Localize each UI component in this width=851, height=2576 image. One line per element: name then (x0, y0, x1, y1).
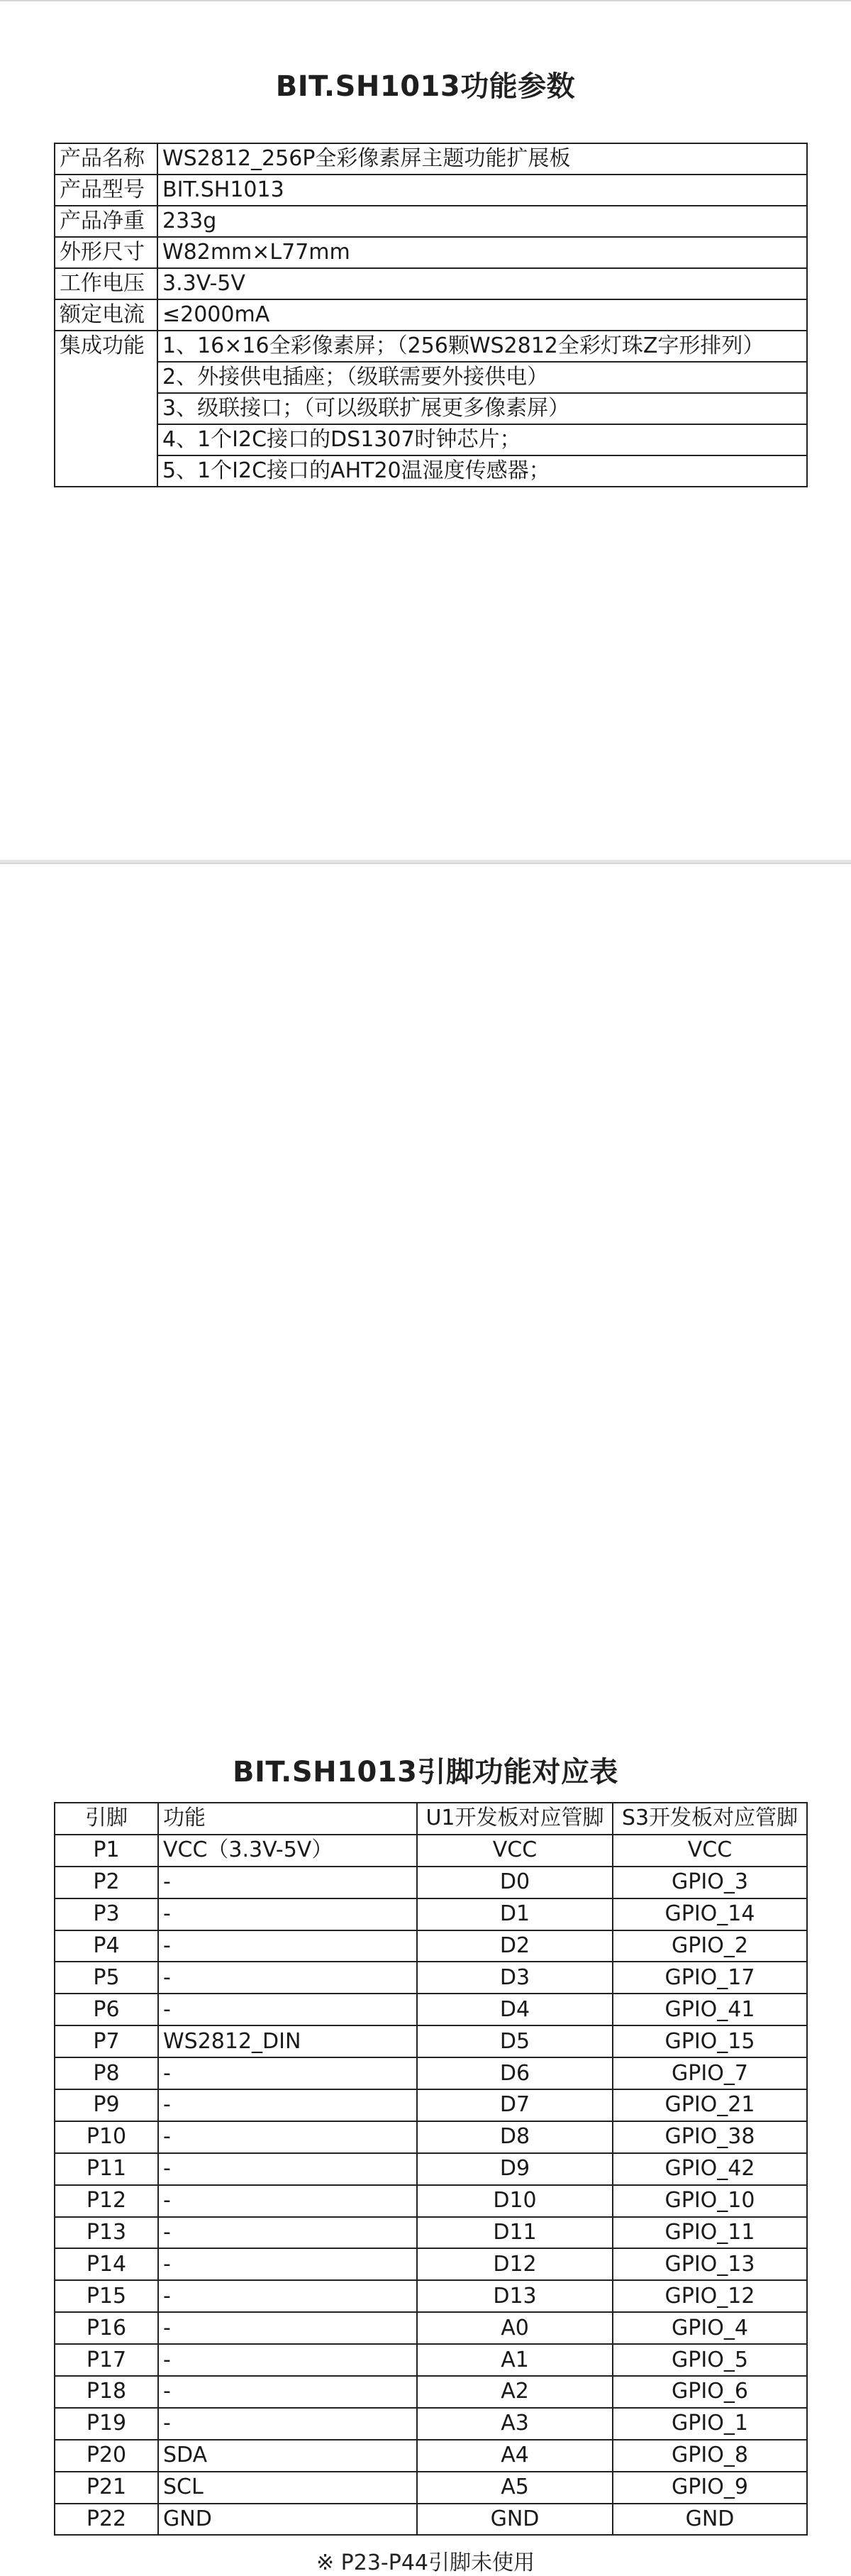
pin-function: - (158, 1898, 417, 1930)
pin-row (55, 1962, 807, 1994)
s3-pin: GPIO_21 (613, 2089, 807, 2121)
s3-pin: GPIO_1 (613, 2408, 807, 2440)
pin-row (55, 2504, 807, 2536)
pin-row (55, 2089, 807, 2121)
s3-pin: VCC (613, 1835, 807, 1867)
pin-function: VCC（3.3V-5V） (158, 1835, 417, 1867)
pin-number: P17 (55, 2344, 158, 2376)
pin-row (55, 2057, 807, 2089)
u1-pin: A1 (417, 2344, 613, 2376)
pin-function: - (158, 2408, 417, 2440)
pin-row (55, 2153, 807, 2185)
pin-function: - (158, 2121, 417, 2153)
pin-row (55, 1930, 807, 1962)
param-label: 工作电压 (55, 268, 157, 299)
param-label: 产品名称 (55, 143, 157, 175)
param-label: 外形尺寸 (55, 237, 157, 268)
pin-number: P11 (55, 2153, 158, 2185)
pin-row (55, 2376, 807, 2408)
pin-function: WS2812_DIN (158, 2025, 417, 2057)
s3-pin: GPIO_4 (613, 2312, 807, 2344)
pin-function: - (158, 2248, 417, 2280)
u1-pin: D2 (417, 1930, 613, 1962)
u1-pin: D12 (417, 2248, 613, 2280)
u1-pin: D0 (417, 1867, 613, 1898)
pin-row (55, 2248, 807, 2280)
pin-number: P18 (55, 2376, 158, 2408)
pin-function: - (158, 2344, 417, 2376)
header-u1-pin: U1开发板对应管脚 (417, 1803, 613, 1835)
pin-row (55, 2472, 807, 2504)
param-value: 233g (157, 206, 807, 237)
header-pin: 引脚 (55, 1803, 158, 1835)
pin-row (55, 1867, 807, 1898)
pin-number: P15 (55, 2280, 158, 2312)
pin-number: P6 (55, 1994, 158, 2025)
u1-pin: D10 (417, 2185, 613, 2217)
u1-pin: A0 (417, 2312, 613, 2344)
param-value: ≤2000mA (157, 299, 807, 331)
pin-function: - (158, 1994, 417, 2025)
pin-function: - (158, 2312, 417, 2344)
u1-pin: D7 (417, 2089, 613, 2121)
pin-row (55, 2440, 807, 2472)
pin-number: P8 (55, 2057, 158, 2089)
s3-pin: GPIO_14 (613, 1898, 807, 1930)
s3-pin: GPIO_42 (613, 2153, 807, 2185)
pin-number: P3 (55, 1898, 158, 1930)
pin-number: P19 (55, 2408, 158, 2440)
pin-number: P21 (55, 2472, 158, 2504)
pin-number: P16 (55, 2312, 158, 2344)
pin-number: P22 (55, 2504, 158, 2536)
feature-item: 2、外接供电插座；（级联需要外接供电） (157, 362, 807, 393)
s3-pin: GPIO_10 (613, 2185, 807, 2217)
pin-row (55, 2280, 807, 2312)
params-table (54, 143, 808, 487)
feature-row (55, 455, 807, 487)
pin-function: - (158, 2185, 417, 2217)
u1-pin: A4 (417, 2440, 613, 2472)
u1-pin: D8 (417, 2121, 613, 2153)
param-row (55, 299, 807, 331)
pin-number: P5 (55, 1962, 158, 1994)
s3-pin: GPIO_38 (613, 2121, 807, 2153)
s3-pin: GPIO_7 (613, 2057, 807, 2089)
pin-function: SCL (158, 2472, 417, 2504)
s3-pin: GPIO_17 (613, 1962, 807, 1994)
u1-pin: D4 (417, 1994, 613, 2025)
s3-pin: GPIO_15 (613, 2025, 807, 2057)
pin-number: P1 (55, 1835, 158, 1867)
s3-pin: GND (613, 2504, 807, 2536)
s3-pin: GPIO_9 (613, 2472, 807, 2504)
u1-pin: A5 (417, 2472, 613, 2504)
pin-number: P4 (55, 1930, 158, 1962)
pin-number: P20 (55, 2440, 158, 2472)
param-value: WS2812_256P全彩像素屏主题功能扩展板 (157, 143, 807, 175)
pin-number: P14 (55, 2248, 158, 2280)
param-label: 产品净重 (55, 206, 157, 237)
pin-row (55, 1994, 807, 2025)
pin-number: P10 (55, 2121, 158, 2153)
pins-header-row (55, 1803, 807, 1835)
param-row (55, 175, 807, 206)
s3-pin: GPIO_11 (613, 2217, 807, 2249)
s3-pin: GPIO_13 (613, 2248, 807, 2280)
params-section (0, 0, 851, 861)
pin-row (55, 2121, 807, 2153)
s3-pin: GPIO_3 (613, 1867, 807, 1898)
s3-pin: GPIO_2 (613, 1930, 807, 1962)
pin-number: P9 (55, 2089, 158, 2121)
features-label: 集成功能 (55, 331, 157, 487)
param-row (55, 268, 807, 299)
header-function: 功能 (158, 1803, 417, 1835)
u1-pin: D11 (417, 2217, 613, 2249)
pin-function: - (158, 1962, 417, 1994)
u1-pin: A3 (417, 2408, 613, 2440)
feature-row (55, 331, 807, 362)
param-value: BIT.SH1013 (157, 175, 807, 206)
pin-function: - (158, 2089, 417, 2121)
pin-row (55, 2025, 807, 2057)
feature-row (55, 362, 807, 393)
pin-function: - (158, 2280, 417, 2312)
params-title: BIT.SH1013功能参数 (275, 70, 576, 103)
pin-function: - (158, 1867, 417, 1898)
header-s3-pin: S3开发板对应管脚 (613, 1803, 807, 1835)
u1-pin: D9 (417, 2153, 613, 2185)
u1-pin: D6 (417, 2057, 613, 2089)
feature-item: 3、级联接口；（可以级联扩展更多像素屏） (157, 393, 807, 424)
u1-pin: D13 (417, 2280, 613, 2312)
param-row (55, 143, 807, 175)
pins-section (0, 863, 851, 2575)
s3-pin: GPIO_12 (613, 2280, 807, 2312)
pin-number: P7 (55, 2025, 158, 2057)
pin-row (55, 1898, 807, 1930)
pin-number: P12 (55, 2185, 158, 2217)
u1-pin: D5 (417, 2025, 613, 2057)
pin-number: P2 (55, 1867, 158, 1898)
feature-item: 5、1个I2C接口的AHT20温湿度传感器； (157, 455, 807, 487)
pin-function: - (158, 1930, 417, 1962)
pin-function: - (158, 2376, 417, 2408)
feature-row (55, 424, 807, 455)
s3-pin: GPIO_41 (613, 1994, 807, 2025)
param-row (55, 206, 807, 237)
pin-row (55, 2344, 807, 2376)
param-value: 3.3V-5V (157, 268, 807, 299)
s3-pin: GPIO_8 (613, 2440, 807, 2472)
s3-pin: GPIO_6 (613, 2376, 807, 2408)
pins-table (54, 1802, 808, 2536)
pin-number: P13 (55, 2217, 158, 2249)
pins-title: BIT.SH1013引脚功能对应表 (233, 1756, 618, 1789)
pin-function: - (158, 2057, 417, 2089)
pin-row (55, 2408, 807, 2440)
pin-row (55, 2217, 807, 2249)
pin-row (55, 1835, 807, 1867)
s3-pin: GPIO_5 (613, 2344, 807, 2376)
pin-function: - (158, 2217, 417, 2249)
feature-row (55, 393, 807, 424)
param-row (55, 237, 807, 268)
param-label: 额定电流 (55, 299, 157, 331)
u1-pin: VCC (417, 1835, 613, 1867)
u1-pin: D3 (417, 1962, 613, 1994)
pin-row (55, 2312, 807, 2344)
footnote: ※ P23-P44引脚未使用 (316, 2550, 535, 2575)
pin-function: SDA (158, 2440, 417, 2472)
feature-item: 1、16×16全彩像素屏；（256颗WS2812全彩灯珠Z字形排列） (157, 331, 807, 362)
u1-pin: D1 (417, 1898, 613, 1930)
pin-row (55, 2185, 807, 2217)
pin-function: - (158, 2153, 417, 2185)
param-value: W82mm×L77mm (157, 237, 807, 268)
pin-function: GND (158, 2504, 417, 2536)
u1-pin: GND (417, 2504, 613, 2536)
param-label: 产品型号 (55, 175, 157, 206)
feature-item: 4、1个I2C接口的DS1307时钟芯片； (157, 424, 807, 455)
u1-pin: A2 (417, 2376, 613, 2408)
